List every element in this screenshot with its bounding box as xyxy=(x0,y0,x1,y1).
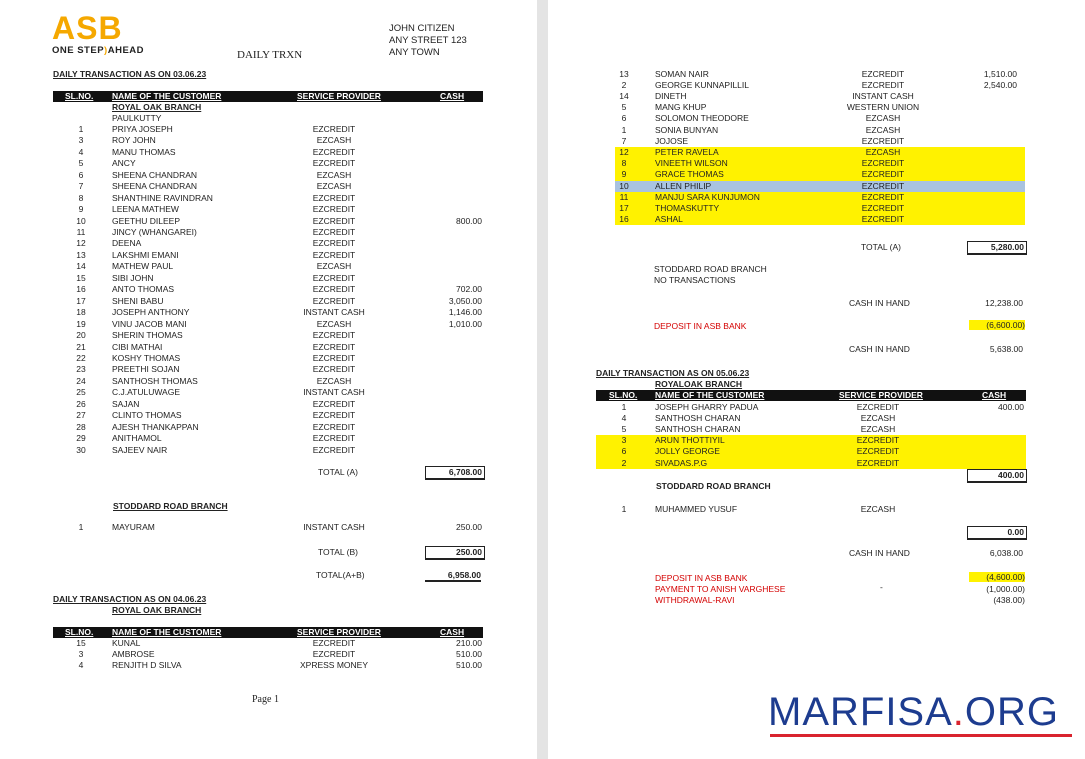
cell-sl: 4 xyxy=(78,146,84,157)
cell-sl: 5 xyxy=(621,102,627,113)
table-row xyxy=(53,364,483,375)
cell-name: CIBI MATHAI xyxy=(112,341,163,352)
header-service: SERVICE PROVIDER xyxy=(297,91,381,101)
table-row xyxy=(53,250,483,261)
cell-service: EZCASH xyxy=(316,375,352,386)
cell-name: KUNAL xyxy=(112,638,141,648)
cell-name: VINU JACOB MANI xyxy=(112,318,187,329)
table-row xyxy=(53,649,483,660)
logo-tagline: ONE STEP)AHEAD xyxy=(52,45,144,56)
cell-sl: 4 xyxy=(621,412,627,423)
cell-cash: 702.00 xyxy=(456,284,482,295)
cell-service: EZCREDIT xyxy=(312,192,356,203)
table-row xyxy=(615,203,1025,214)
cell-sl: 4 xyxy=(78,660,84,671)
cell-sl: 10 xyxy=(619,180,629,191)
deposit-label: DEPOSIT IN ASB BANK xyxy=(654,321,747,331)
header-cash: CASH xyxy=(982,390,1007,400)
cash-in-hand-value: 5,638.00 xyxy=(989,344,1023,354)
cell-service: EZCREDIT xyxy=(312,123,356,134)
no-transactions-label: NO TRANSACTIONS xyxy=(654,275,736,285)
cell-name: ANCY xyxy=(112,158,136,169)
cell-service: EZCREDIT xyxy=(312,284,356,295)
cell-sl: 6 xyxy=(78,169,84,180)
address-line: JOHN CITIZEN xyxy=(389,23,455,34)
table-row xyxy=(596,413,1026,424)
cell-sl: 3 xyxy=(621,435,627,446)
cell-name: RENJITH D SILVA xyxy=(112,660,182,671)
cell-sl: 2 xyxy=(621,79,627,90)
cell-service: EZCREDIT xyxy=(312,444,356,455)
total-a-value: 6,708.00 xyxy=(425,466,485,480)
cell-cash: 510.00 xyxy=(456,649,482,660)
cell-cash: 400.00 xyxy=(998,401,1024,412)
header-name: NAME OF THE CUSTOMER xyxy=(655,390,765,400)
cell-sl: 14 xyxy=(76,261,86,272)
table-row xyxy=(53,216,483,227)
total-b-label: TOTAL (B) xyxy=(318,547,358,557)
cell-service: EZCREDIT xyxy=(861,169,905,180)
cell-name: JOSEPH GHARRY PADUA xyxy=(655,401,759,412)
cell-name: GRACE THOMAS xyxy=(655,169,724,180)
cell-service: EZCREDIT xyxy=(861,202,905,213)
cell-cash: 250.00 xyxy=(456,522,482,532)
cell-service: EZCREDIT xyxy=(312,421,356,432)
cell-service: EZCREDIT xyxy=(312,364,356,375)
document-title: DAILY TRXN xyxy=(237,49,303,61)
cell-service: EZCREDIT xyxy=(312,158,356,169)
deposit-value: (4,600.00) xyxy=(969,572,1025,582)
branch-title: ROYAL OAK BRANCH xyxy=(112,102,202,112)
table-row xyxy=(615,147,1025,158)
total-ab-value: 6,958.00 xyxy=(425,570,481,582)
cell-sl: 17 xyxy=(619,202,629,213)
cell-service: EZCREDIT xyxy=(312,410,356,421)
table-row xyxy=(53,445,483,456)
cell-sl: 25 xyxy=(76,387,86,398)
cell-service: INSTANT CASH xyxy=(303,387,365,398)
header-sl: SL.NO. xyxy=(65,627,94,637)
cell-service: EZCREDIT xyxy=(312,330,356,341)
cell-service: EZCREDIT xyxy=(312,238,356,249)
cell-sl: 17 xyxy=(76,295,86,306)
cell-service: EZCREDIT xyxy=(312,649,356,660)
cell-sl: 12 xyxy=(76,238,86,249)
table-row xyxy=(615,69,1025,80)
cash-in-hand-label: CASH IN HAND xyxy=(849,548,910,558)
cell-name: MAYURAM xyxy=(112,522,155,532)
cell-name: PAULKUTTY xyxy=(112,112,162,123)
header-name: NAME OF THE CUSTOMER xyxy=(112,91,222,101)
cell-sl: 5 xyxy=(78,158,84,169)
cell-name: CLINTO THOMAS xyxy=(112,410,182,421)
table-row xyxy=(615,169,1025,180)
cell-name: SAJAN xyxy=(112,398,140,409)
cell-sl: 8 xyxy=(78,192,84,203)
cell-service: EZCASH xyxy=(860,503,896,514)
cell-service: EZCREDIT xyxy=(861,68,905,79)
cell-name: JOSEPH ANTHONY xyxy=(112,307,190,318)
cash-in-hand-label: CASH IN HAND xyxy=(849,298,910,308)
cell-sl: 3 xyxy=(78,135,84,146)
payment-mark: - xyxy=(880,582,883,592)
payment-value: (1,000.00) xyxy=(986,584,1025,594)
cell-sl: 20 xyxy=(76,330,86,341)
cell-sl: 18 xyxy=(76,307,86,318)
table-row xyxy=(596,435,1026,446)
cell-sl: 1 xyxy=(78,123,84,134)
cell-sl: 3 xyxy=(78,649,84,660)
cell-sl: 19 xyxy=(76,318,86,329)
table-row xyxy=(53,399,483,410)
total-a-label: TOTAL (A) xyxy=(318,467,358,477)
cell-name: SHEENA CHANDRAN xyxy=(112,181,198,192)
cell-service: EZCREDIT xyxy=(856,435,900,446)
cell-cash: 510.00 xyxy=(456,660,482,671)
cell-name: SANTHOSH THOMAS xyxy=(112,375,198,386)
cell-service: EZCASH xyxy=(316,261,352,272)
cell-sl: 16 xyxy=(619,214,629,225)
cell-service: INSTANT CASH xyxy=(852,90,914,101)
cell-service: EZCREDIT xyxy=(856,446,900,457)
cell-sl: 13 xyxy=(619,68,629,79)
cell-name: SANTHOSH CHARAN xyxy=(655,412,741,423)
cell-cash: 210.00 xyxy=(456,638,482,648)
cell-name: SONIA BUNYAN xyxy=(655,124,719,135)
withdrawal-label: WITHDRAWAL-RAVI xyxy=(655,595,735,605)
cell-service: EZCREDIT xyxy=(312,352,356,363)
table-row xyxy=(596,458,1026,469)
payment-label: PAYMENT TO ANISH VARGHESE xyxy=(655,584,786,594)
cell-sl: 26 xyxy=(76,398,86,409)
table-row xyxy=(53,307,483,318)
document-page-1 xyxy=(0,0,537,759)
cell-sl: 22 xyxy=(76,352,86,363)
cell-service: EZCREDIT xyxy=(861,158,905,169)
cell-service: EZCASH xyxy=(865,113,901,124)
total-a-label: TOTAL (A) xyxy=(861,242,901,252)
cell-name: SOLOMON THEODORE xyxy=(655,113,749,124)
cell-name: DEENA xyxy=(112,238,142,249)
deposit-value: (6,600.00) xyxy=(969,320,1025,330)
cell-service: INSTANT CASH xyxy=(303,307,365,318)
cell-name: AJESH THANKAPPAN xyxy=(112,421,199,432)
watermark-underline xyxy=(770,734,1072,737)
table-row xyxy=(615,80,1025,91)
table-row xyxy=(53,158,483,169)
subtotal-value: 400.00 xyxy=(967,469,1027,483)
cell-sl: 1 xyxy=(78,522,84,532)
cell-name: ROY JOHN xyxy=(112,135,156,146)
cell-sl: 1 xyxy=(621,401,627,412)
cell-sl: 28 xyxy=(76,421,86,432)
cell-name: ANTO THOMAS xyxy=(112,284,175,295)
cell-service: EZCREDIT xyxy=(312,215,356,226)
page-number: Page 1 xyxy=(252,694,279,705)
table-row xyxy=(53,660,483,671)
cell-service: EZCASH xyxy=(865,124,901,135)
cell-service: EZCREDIT xyxy=(312,295,356,306)
asb-logo: ASB xyxy=(52,10,123,46)
cell-name: SIBI JOHN xyxy=(112,272,154,283)
deposit-label: DEPOSIT IN ASB BANK xyxy=(655,573,748,583)
cell-sl: 1 xyxy=(621,124,627,135)
cell-name: PRIYA JOSEPH xyxy=(112,123,173,134)
cell-service: EZCREDIT xyxy=(312,146,356,157)
cell-sl: 11 xyxy=(619,191,629,202)
address-line: ANY TOWN xyxy=(389,47,440,58)
table-row xyxy=(53,113,483,124)
cell-service: EZCASH xyxy=(860,412,896,423)
cell-sl: 9 xyxy=(621,169,627,180)
cell-sl: 21 xyxy=(76,341,86,352)
cell-name: SIVADAS.P.G xyxy=(655,457,708,468)
cell-name: THOMASKUTTY xyxy=(655,202,720,213)
cell-sl: 6 xyxy=(621,113,627,124)
cell-name: SANTHOSH CHARAN xyxy=(655,423,741,434)
cell-sl: 15 xyxy=(76,638,86,648)
cell-sl: 6 xyxy=(621,446,627,457)
table-row xyxy=(53,147,483,158)
cell-name: PREETHI SOJAN xyxy=(112,364,180,375)
address-line: ANY STREET 123 xyxy=(389,35,467,46)
header-sl: SL.NO. xyxy=(65,91,94,101)
cell-service: EZCASH xyxy=(316,169,352,180)
cell-name: JOLLY GEORGE xyxy=(655,446,720,457)
table-header xyxy=(53,91,483,102)
cell-name: PETER RAVELA xyxy=(655,146,719,157)
cell-service: EZCREDIT xyxy=(312,341,356,352)
table-row xyxy=(615,158,1025,169)
table-row xyxy=(615,181,1025,192)
cash-in-hand-value: 6,038.00 xyxy=(989,548,1023,558)
cell-name: GEORGE KUNNAPILLIL xyxy=(655,79,750,90)
header-name: NAME OF THE CUSTOMER xyxy=(112,627,222,637)
cell-sl: 5 xyxy=(621,423,627,434)
cell-service: EZCREDIT xyxy=(856,457,900,468)
table-row xyxy=(53,181,483,192)
cell-name: AMBROSE xyxy=(112,649,155,660)
table-row xyxy=(53,204,483,215)
cell-name: VINEETH WILSON xyxy=(655,158,728,169)
header-service: SERVICE PROVIDER xyxy=(297,627,381,637)
table-row xyxy=(596,424,1026,435)
cell-service: EZCASH xyxy=(316,181,352,192)
table-row xyxy=(615,214,1025,225)
table-row xyxy=(615,91,1025,102)
cell-sl: 16 xyxy=(76,284,86,295)
cell-sl: 11 xyxy=(76,227,86,237)
cell-cash: 1,010.00 xyxy=(448,318,482,329)
cell-name: SHEENA CHANDRAN xyxy=(112,169,198,180)
cell-name: C.J.ATULUWAGE xyxy=(112,387,181,398)
cell-sl: 7 xyxy=(78,181,84,192)
header-cash: CASH xyxy=(440,91,465,101)
cell-name: SHERIN THOMAS xyxy=(112,330,183,341)
cash-in-hand-value: 12,238.00 xyxy=(985,298,1023,308)
cell-name: ALLEN PHILIP xyxy=(655,180,712,191)
cell-service: EZCREDIT xyxy=(312,638,356,648)
document-page-2 xyxy=(548,0,1085,759)
cell-name: MANJU SARA KUNJUMON xyxy=(655,191,760,202)
cell-name: JINCY (WHANGAREI) xyxy=(112,227,197,237)
address-block xyxy=(389,23,467,59)
cell-service: EZCASH xyxy=(316,135,352,146)
total-b-value: 250.00 xyxy=(425,546,485,560)
branch-title: ROYALOAK BRANCH xyxy=(655,379,743,389)
cell-name: MANU THOMAS xyxy=(112,146,176,157)
table-row xyxy=(53,433,483,444)
section-title-0306: DAILY TRANSACTION AS ON 03.06.23 xyxy=(53,69,207,79)
table-row xyxy=(53,330,483,341)
cell-sl: 7 xyxy=(621,135,627,146)
header-sl: SL.NO. xyxy=(609,390,638,400)
cell-sl: 23 xyxy=(76,364,86,375)
table-row xyxy=(615,136,1025,147)
table-row xyxy=(53,193,483,204)
branch-title: ROYAL OAK BRANCH xyxy=(112,605,202,615)
cell-service: XPRESS MONEY xyxy=(299,660,369,671)
cell-name: ARUN THOTTIYIL xyxy=(655,435,725,446)
branch-title-stoddard: STODDARD ROAD BRANCH xyxy=(113,501,228,511)
table-row xyxy=(615,102,1025,113)
withdrawal-value: (438.00) xyxy=(993,595,1025,605)
cell-sl: 12 xyxy=(619,146,629,157)
table-row xyxy=(53,319,483,330)
table-row xyxy=(53,284,483,295)
cell-sl: 9 xyxy=(78,204,84,215)
cash-in-hand-label: CASH IN HAND xyxy=(849,344,910,354)
cell-name: GEETHU DILEEP xyxy=(112,215,181,226)
cell-service: EZCASH xyxy=(860,423,896,434)
cell-sl: 29 xyxy=(76,433,86,444)
marfisa-watermark: MARFISA.ORG xyxy=(768,690,1060,734)
table-row xyxy=(53,638,483,649)
cell-service: EZCREDIT xyxy=(312,272,356,283)
cell-cash: 1,510.00 xyxy=(983,68,1017,79)
cell-name: ANITHAMOL xyxy=(112,433,162,444)
cell-service: INSTANT CASH xyxy=(303,522,365,532)
table-header xyxy=(596,390,1026,401)
table-row xyxy=(615,192,1025,203)
cell-sl: 15 xyxy=(76,272,86,283)
cell-service: EZCREDIT xyxy=(861,135,905,146)
total-ab-label: TOTAL(A+B) xyxy=(316,570,365,580)
table-row xyxy=(615,125,1025,136)
cell-sl: 10 xyxy=(76,215,86,226)
subtotal-value: 0.00 xyxy=(967,526,1027,540)
section-title-0506: DAILY TRANSACTION AS ON 05.06.23 xyxy=(596,368,750,378)
table-row xyxy=(53,261,483,272)
cell-service: EZCREDIT xyxy=(861,191,905,202)
total-a-value: 5,280.00 xyxy=(967,241,1027,255)
table-row xyxy=(53,124,483,135)
cell-name: KOSHY THOMAS xyxy=(112,352,181,363)
cell-name: MUHAMMED YUSUF xyxy=(655,503,738,514)
table-row xyxy=(53,376,483,387)
cell-service: EZCREDIT xyxy=(312,249,356,260)
cell-name: LAKSHMI EMANI xyxy=(112,249,179,260)
cell-service: EZCREDIT xyxy=(312,204,356,215)
cell-service: EZCREDIT xyxy=(861,180,905,191)
table-row xyxy=(596,504,1026,515)
table-row xyxy=(53,273,483,284)
table-row xyxy=(53,422,483,433)
cell-name: MATHEW PAUL xyxy=(112,261,174,272)
cell-name: ASHAL xyxy=(655,214,683,225)
cell-service: EZCREDIT xyxy=(856,401,900,412)
cell-sl: 8 xyxy=(621,158,627,169)
cell-sl: 2 xyxy=(621,457,627,468)
table-row xyxy=(615,113,1025,124)
cell-sl: 27 xyxy=(76,410,86,421)
cell-name: SHANTHINE RAVINDRAN xyxy=(112,192,213,203)
table-row xyxy=(53,410,483,421)
cell-service: EZCREDIT xyxy=(861,79,905,90)
cell-cash: 800.00 xyxy=(456,215,482,226)
cell-name: SOMAN NAIR xyxy=(655,68,709,79)
cell-service: EZCREDIT xyxy=(312,227,356,237)
table-row xyxy=(53,135,483,146)
cell-name: SHENI BABU xyxy=(112,295,164,306)
cell-service: EZCREDIT xyxy=(312,398,356,409)
table-row xyxy=(53,227,483,238)
stoddard-branch-label: STODDARD ROAD BRANCH xyxy=(654,264,767,274)
section-title-0406: DAILY TRANSACTION AS ON 04.06.23 xyxy=(53,594,207,604)
table-row xyxy=(53,522,483,533)
cell-sl: 14 xyxy=(619,90,629,101)
cell-name: JOJOSE xyxy=(655,135,689,146)
cell-name: LEENA MATHEW xyxy=(112,204,179,215)
header-cash: CASH xyxy=(440,627,465,637)
table-row xyxy=(53,387,483,398)
stoddard-branch-label: STODDARD ROAD BRANCH xyxy=(656,481,771,491)
cell-service: EZCREDIT xyxy=(861,214,905,225)
table-row xyxy=(596,446,1026,457)
table-row xyxy=(53,238,483,249)
table-row xyxy=(53,353,483,364)
cell-cash: 2,540.00 xyxy=(983,79,1017,90)
cell-cash: 1,146.00 xyxy=(448,307,482,318)
cell-sl: 1 xyxy=(621,503,627,514)
table-row xyxy=(596,402,1026,413)
cell-sl: 30 xyxy=(76,444,86,455)
table-row xyxy=(53,342,483,353)
cell-name: SAJEEV NAIR xyxy=(112,444,168,455)
cell-service: WESTERN UNION xyxy=(846,102,920,113)
cell-sl: 13 xyxy=(76,249,86,260)
table-header xyxy=(53,627,483,638)
cell-name: DINETH xyxy=(655,90,687,101)
header-service: SERVICE PROVIDER xyxy=(839,390,923,400)
cell-service: EZCASH xyxy=(316,318,352,329)
cell-service: EZCASH xyxy=(865,146,901,157)
cell-cash: 3,050.00 xyxy=(448,295,482,306)
cell-service: EZCREDIT xyxy=(312,433,356,444)
table-row xyxy=(53,296,483,307)
cell-sl: 24 xyxy=(76,375,86,386)
table-row xyxy=(53,170,483,181)
cell-name: MANG KHUP xyxy=(655,102,707,113)
